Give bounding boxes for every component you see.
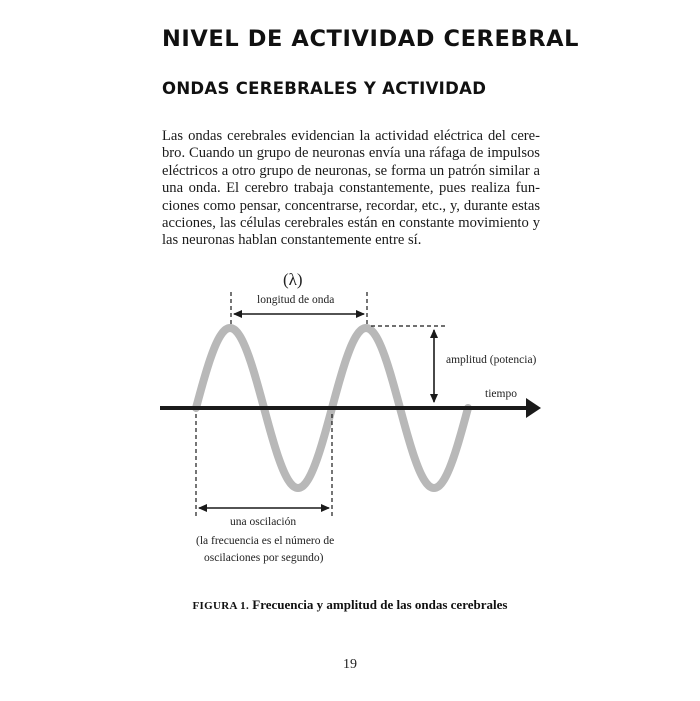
amplitude-label: amplitud (potencia)	[446, 354, 537, 366]
frequency-note-line1: (la frecuencia es el número de	[196, 535, 335, 547]
body-line: ciones como pensar, concentrarse, recordar, etc., y, durante estas	[162, 197, 540, 214]
wavelength-label: longitud de onda	[257, 294, 335, 306]
body-line: Las ondas cerebrales evidencian la actividad eléctrica del cere-	[162, 128, 540, 144]
body-line: acciones, las células cerebrales están en constante movimiento y	[162, 215, 540, 232]
body-line: bro. Cuando un grupo de neuronas envía una ráfaga de impulsos	[162, 145, 540, 162]
wavelength-symbol: (λ)	[283, 270, 303, 289]
chapter-title: NIVEL DE ACTIVIDAD CEREBRAL	[162, 26, 580, 52]
time-label: tiempo	[485, 388, 517, 400]
body-line: las neuronas hablan constantemente entre sí.	[162, 232, 422, 249]
page-number: 19	[343, 657, 357, 672]
figure-caption	[0, 597, 700, 613]
time-axis-arrowhead	[526, 398, 541, 418]
body-line: eléctricos a otro grupo de neuronas, se forma un patrón similar a	[162, 162, 540, 179]
oscillation-label: una oscilación	[230, 516, 297, 528]
figure-number: FIGURA 1.	[192, 600, 250, 612]
section-title: ONDAS CEREBRALES Y ACTIVIDAD	[162, 79, 487, 98]
body-line: una onda. El cerebro trabaja constantemente, pues realiza fun-	[162, 180, 540, 197]
frequency-note-line2: oscilaciones por segundo)	[204, 552, 324, 564]
figure-caption-text: Frecuencia y amplitud de las ondas cerebrales	[252, 597, 508, 612]
